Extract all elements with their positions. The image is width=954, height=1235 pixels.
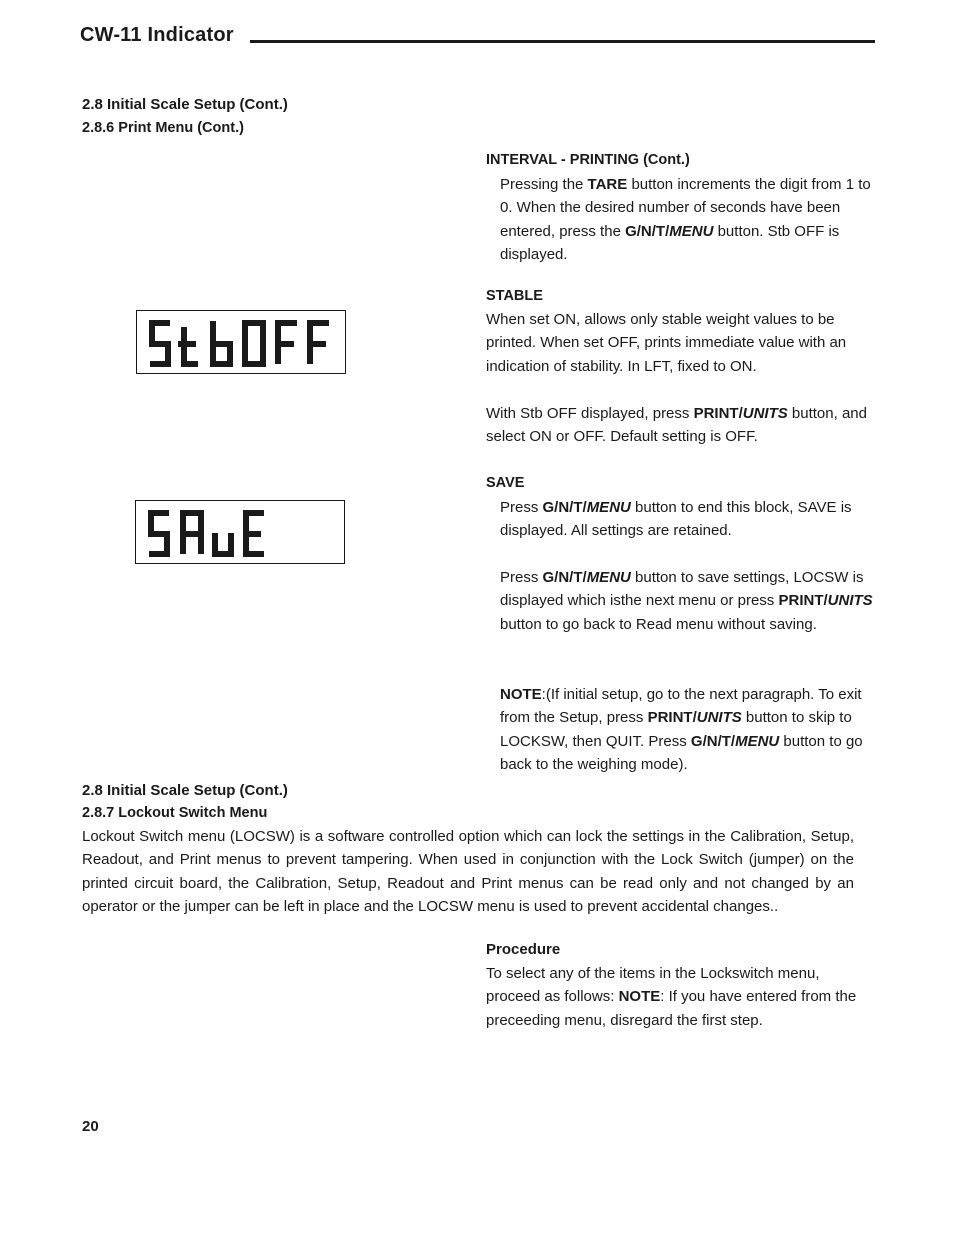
interval-paragraph: Pressing the TARE button increments the digit from 1 to 0. When the desired number of seconds have been entered, press the G/N/T/MENU button. Stb OFF is displayed. xyxy=(500,176,871,264)
lockout-body: Lockout Switch menu (LOCSW) is a software controlled option which can lock the settings in the Calibration, Setup, Readout, and Print menus to prevent tampering. When used in conjunction with the Lock Switch (jumper) on the printed circuit board, the Calibration, Setup, Readout and Print menus can be read only and not changed by an operator or the jumper can be left in place and the LOCSW menu is used to prevent accidental changes.. xyxy=(82,828,854,916)
page-header-title: CW-11 Indicator xyxy=(80,24,234,46)
save-paragraph-1: Press G/N/T/MENU button to end this block, SAVE is displayed. All settings are retained. xyxy=(500,499,852,540)
stable-paragraph-2: With Stb OFF displayed, press PRINT/UNITS button, and select ON or OFF. Default setting is OFF. xyxy=(486,405,867,446)
procedure-paragraph: To select any of the items in the Lockswitch menu, proceed as follows: NOTE: If you have entered from the preceeding menu, disregard the first step. xyxy=(486,965,857,1029)
section-heading: 2.8 Initial Scale Setup (Cont.) xyxy=(82,96,288,113)
lcd-save-icon xyxy=(135,500,345,564)
procedure-heading: Procedure xyxy=(486,941,561,958)
save-heading: SAVE xyxy=(486,475,525,491)
interval-heading: INTERVAL - PRINTING (Cont.) xyxy=(486,152,690,168)
subsection-heading: 2.8.6 Print Menu (Cont.) xyxy=(82,120,244,136)
save-paragraph-2: Press G/N/T/MENU button to save settings, LOCSW is displayed which isthe next menu or press PRINT/UNITS button to go back to Read menu without saving. xyxy=(500,569,873,633)
save-note: NOTE:(If initial setup, go to the next paragraph. To exit from the Setup, press PRINT/UNITS button to skip to LOCKSW, then QUIT. Press G/N/T/MENU button to go back to the weighing mode). xyxy=(500,686,863,774)
lockout-section-heading: 2.8 Initial Scale Setup (Cont.) xyxy=(82,782,288,799)
page-number: 20 xyxy=(82,1118,99,1135)
lockout-subsection-heading: 2.8.7 Lockout Switch Menu xyxy=(82,805,268,821)
stable-heading: STABLE xyxy=(486,288,543,304)
stable-paragraph-1: When set ON, allows only stable weight values to be printed. When set OFF, prints immediate value with an indication of stability. In LFT, fixed to ON. xyxy=(486,311,847,375)
header-rule xyxy=(250,40,875,43)
lcd-stboff-icon xyxy=(136,310,346,374)
